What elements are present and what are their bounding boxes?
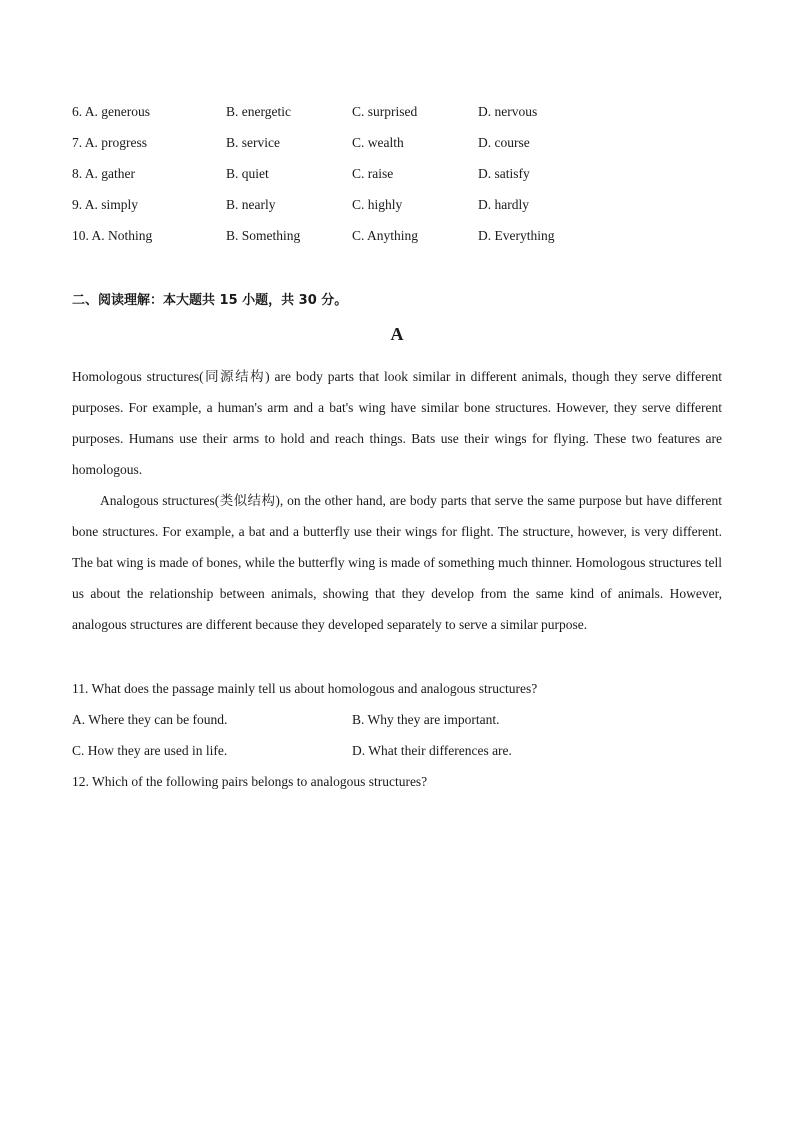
option-7-a: 7. A. progress [72, 135, 147, 150]
option-7-d: D. course [478, 135, 530, 150]
option-8-a: 8. A. gather [72, 166, 135, 181]
option-6-d: D. nervous [478, 104, 538, 119]
option-10-a: 10. A. Nothing [72, 228, 153, 243]
option-9-d: D. hardly [478, 197, 529, 212]
option-row-10 [72, 226, 732, 257]
question-11-option-c: C. How they are used in life. [72, 743, 228, 758]
option-8-c: C. raise [352, 166, 394, 181]
option-10-d: D. Everything [478, 228, 555, 243]
question-11-options-row-2 [72, 735, 722, 766]
option-6-c: C. surprised [352, 104, 418, 119]
passage-title: A [390, 324, 404, 344]
option-9-b: B. nearly [226, 197, 276, 212]
option-row-8 [72, 164, 732, 195]
option-6-b: B. energetic [226, 104, 291, 119]
cloze-options [72, 102, 732, 257]
question-11-option-d: D. What their differences are. [352, 743, 512, 758]
question-11-options-row-1 [72, 704, 722, 735]
question-11-stem: 11. What does the passage mainly tell us about homologous and analogous structures? [72, 681, 538, 696]
questions [72, 673, 722, 797]
option-row-6 [72, 102, 732, 133]
option-7-b: B. service [226, 135, 280, 150]
option-9-c: C. highly [352, 197, 403, 212]
option-7-c: C. wealth [352, 135, 404, 150]
option-row-7 [72, 133, 732, 164]
question-12-stem: 12. Which of the following pairs belongs to analogous structures? [72, 774, 428, 789]
reading-passage [72, 361, 722, 640]
passage-paragraph-1: Homologous structures(同源结构) are body parts that look similar in different animals, though they serve different purposes. For example, a human's arm and a bat's wing have similar bone structures. However, they serve different purposes. Humans use their arms to hold and reach things. Bats use their wings for flying. These two features are homologous. [72, 369, 722, 477]
question-11-option-b: B. Why they are important. [352, 712, 500, 727]
option-8-b: B. quiet [226, 166, 269, 181]
section-heading: 二、阅读理解：本大题共 15 小题，共 30 分。 [72, 293, 348, 308]
option-10-b: B. Something [226, 228, 301, 243]
option-row-9 [72, 195, 732, 226]
option-10-c: C. Anything [352, 228, 419, 243]
option-6-a: 6. A. generous [72, 104, 150, 119]
option-9-a: 9. A. simply [72, 197, 139, 212]
option-8-d: D. satisfy [478, 166, 530, 181]
passage-paragraph-2: Analogous structures(类似结构), on the other hand, are body parts that serve the same purpose but have different bone structures. For example, a bat and a butterfly use their wings for flight. The structure, however, is very different. The bat wing is made of bones, while the butterfly wing is made of something much thinner. Homologous structures tell us about the relationship between animals, showing that they develop from the same kind of animals. However, analogous structures are different because they developed separately to serve a similar purpose. [72, 493, 722, 632]
question-11-option-a: A. Where they can be found. [72, 712, 228, 727]
